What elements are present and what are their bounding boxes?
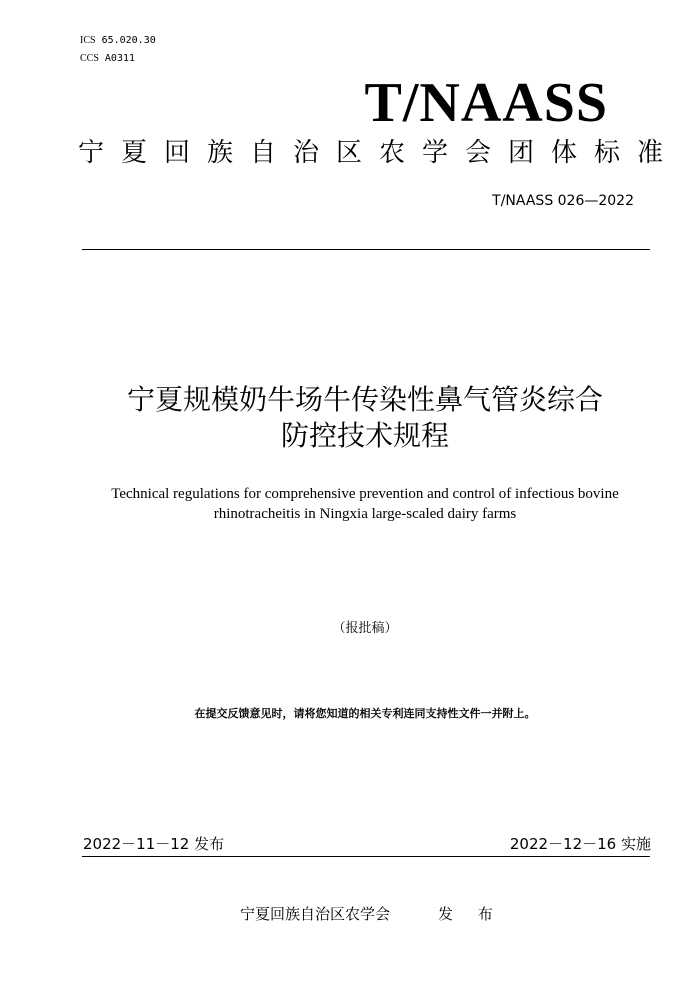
english-title-line-2: rhinotracheitis in Ningxia large-scaled dairy farms: [213, 506, 517, 522]
ics-label: ICS: [80, 35, 96, 46]
header-divider: [82, 249, 650, 250]
patent-notice: 在提交反馈意见时，请将您知道的相关专利连同支持性文件一并附上。: [194, 707, 536, 720]
draft-status: （报批稿）: [332, 621, 398, 636]
ics-code: 65.020.30: [101, 35, 156, 46]
implementation-date: 2022－12－16 实施: [509, 835, 651, 853]
ccs-label: CCS: [80, 53, 99, 64]
chinese-title-line-1: 宁夏规模奶牛场牛传染性鼻气管炎综合: [126, 383, 603, 416]
chinese-title: [0, 382, 700, 454]
chinese-title-line-2: 防控技术规程: [280, 419, 449, 452]
publish-label: 发 布: [438, 905, 503, 923]
ccs-line: [80, 52, 135, 66]
publisher-name: 宁夏回族自治区农学会: [240, 905, 391, 923]
brand-logo-text: T/NAASS: [364, 72, 608, 134]
standard-number: T/NAASS 026—2022: [492, 193, 634, 209]
english-title: [60, 484, 670, 524]
ics-line: [80, 34, 156, 48]
footer-divider: [82, 856, 650, 857]
ccs-code: A0311: [104, 53, 136, 64]
issue-date: 2022－11－12 发布: [83, 835, 225, 853]
english-title-line-1: Technical regulations for comprehensive prevention and control of infectious bovine: [111, 486, 619, 502]
organization-standard-title: 宁夏回族自治区农学会团体标准: [78, 138, 681, 168]
